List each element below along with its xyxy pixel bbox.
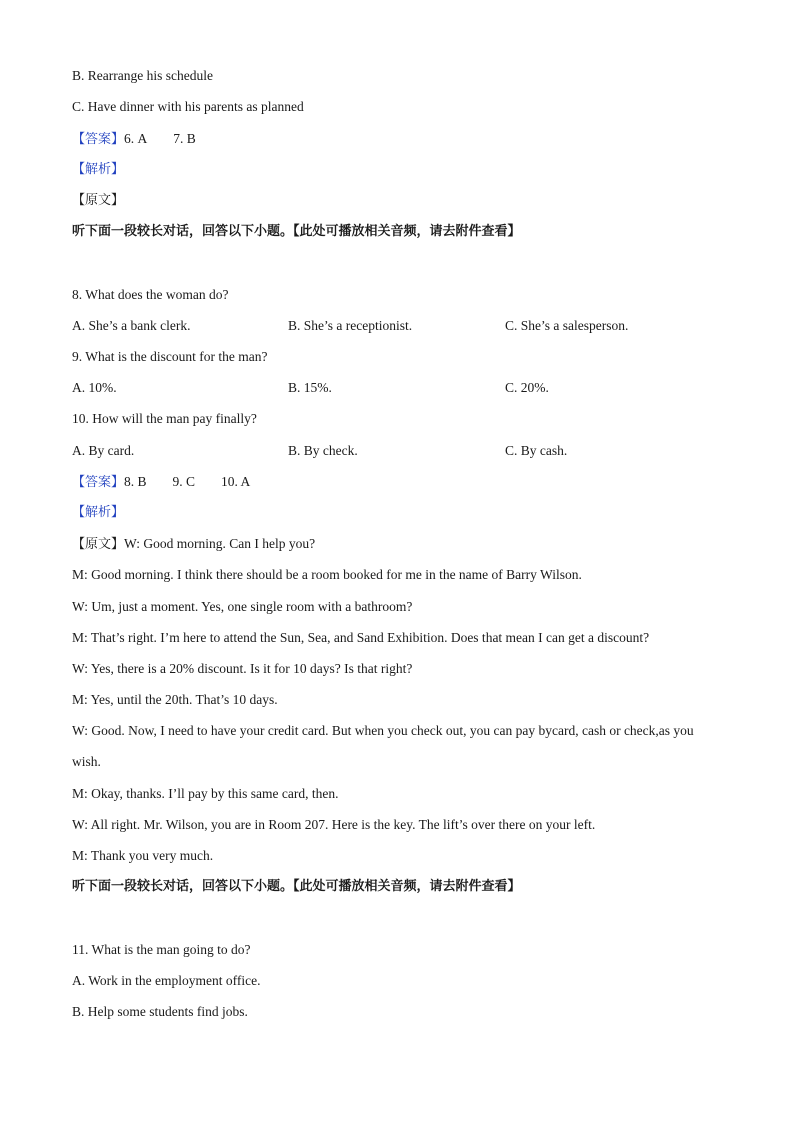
dialogue-line: M: Good morning. I think there should be a room booked for me in the name of Barry Wilson. bbox=[72, 567, 582, 582]
dialogue-line: W: Um, just a moment. Yes, one single room with a bathroom? bbox=[72, 599, 413, 614]
question-8-options bbox=[72, 317, 722, 335]
dialogue-line: M: Okay, thanks. I’ll pay by this same card, then. bbox=[72, 786, 339, 801]
dialogue-line: W: Yes, there is a 20% discount. Is it for 10 days? Is that right? bbox=[72, 661, 413, 676]
q9-option-c: C. 20%. bbox=[505, 380, 549, 395]
analysis-tag-1: 【解析】 bbox=[72, 162, 125, 177]
original-tag-2: 【原文】 bbox=[72, 537, 125, 552]
q10-option-a: A. By card. bbox=[72, 443, 135, 458]
question-9-options bbox=[72, 379, 722, 397]
answer-7: 7. B bbox=[173, 131, 196, 146]
listening-instruction-1: 听下面一段较长对话，回答以下小题。【此处可播放相关音频，请去附件查看】 bbox=[72, 224, 521, 239]
q8-option-c: C. She’s a salesperson. bbox=[505, 318, 629, 333]
dialogue-line: M: Thank you very much. bbox=[72, 848, 214, 863]
analysis-tag-2: 【解析】 bbox=[72, 505, 125, 520]
dialogue-first-line: W: Good morning. Can I help you? bbox=[124, 536, 316, 551]
question-10-options bbox=[72, 442, 722, 460]
q10-option-b: B. By check. bbox=[288, 443, 358, 458]
dialogue-line: W: All right. Mr. Wilson, you are in Room 207. Here is the key. The lift’s over there on your left. bbox=[72, 817, 596, 832]
answer-6: 6. A bbox=[124, 131, 148, 146]
answer-tag: 【答案】 bbox=[72, 475, 125, 490]
answer-9: 9. C bbox=[172, 474, 196, 489]
q10-option-c: C. By cash. bbox=[505, 443, 568, 458]
question-9-stem: 9. What is the discount for the man? bbox=[72, 349, 268, 364]
dialogue-line: M: Yes, until the 20th. That’s 10 days. bbox=[72, 692, 278, 707]
q8-option-b: B. She’s a receptionist. bbox=[288, 318, 413, 333]
question-8-stem: 8. What does the woman do? bbox=[72, 287, 229, 302]
answer-8: 8. B bbox=[124, 474, 147, 489]
q9-option-b: B. 15%. bbox=[288, 380, 332, 395]
q11-option-b: B. Help some students find jobs. bbox=[72, 1004, 248, 1019]
dialogue-line: W: Good. Now, I need to have your credit card. But when you check out, you can pay bycard, cash or check,as you wish. bbox=[72, 723, 694, 769]
original-line-2 bbox=[72, 535, 315, 554]
listening-instruction-2: 听下面一段较长对话，回答以下小题。【此处可播放相关音频，请去附件查看】 bbox=[72, 879, 521, 894]
original-tag-1: 【原文】 bbox=[72, 193, 125, 208]
question-11-stem: 11. What is the man going to do? bbox=[72, 942, 251, 957]
q9-option-a: A. 10%. bbox=[72, 380, 117, 395]
answer-line-2 bbox=[72, 473, 250, 492]
prev-option-c: C. Have dinner with his parents as planned bbox=[72, 99, 304, 114]
answer-line-1 bbox=[72, 130, 196, 149]
q8-option-a: A. She’s a bank clerk. bbox=[72, 318, 191, 333]
q11-option-a: A. Work in the employment office. bbox=[72, 973, 261, 988]
question-10-stem: 10. How will the man pay finally? bbox=[72, 411, 257, 426]
prev-option-b: B. Rearrange his schedule bbox=[72, 68, 213, 83]
answer-tag: 【答案】 bbox=[72, 132, 125, 147]
dialogue-line: M: That’s right. I’m here to attend the Sun, Sea, and Sand Exhibition. Does that mean I can get a discount? bbox=[72, 630, 650, 645]
answer-10: 10. A bbox=[221, 474, 251, 489]
